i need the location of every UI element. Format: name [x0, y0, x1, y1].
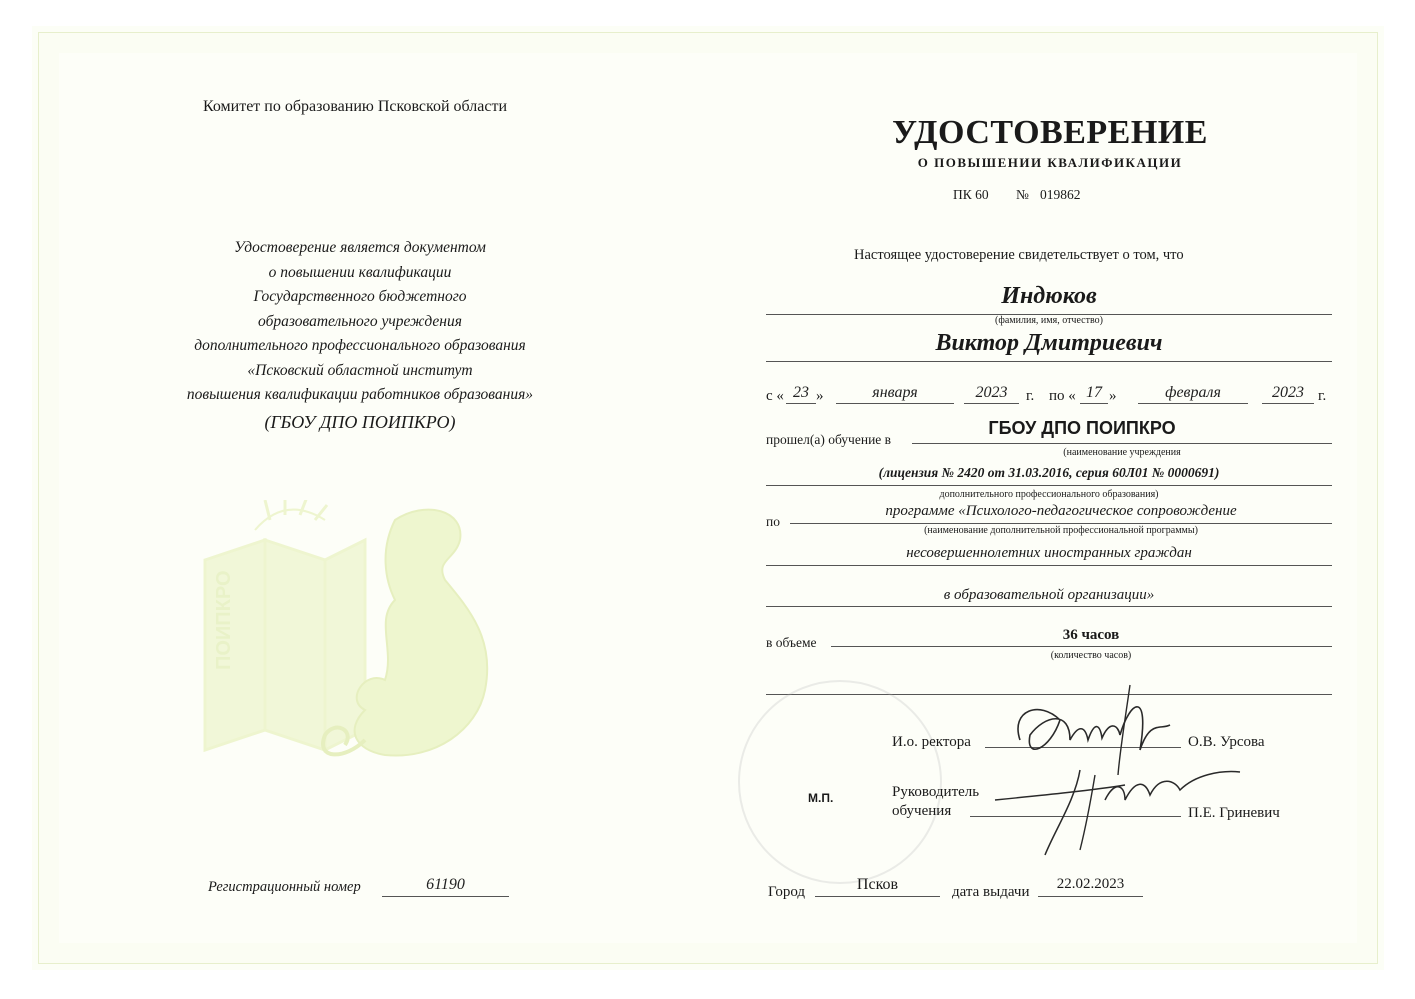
institute-watermark-logo: [195, 500, 545, 780]
certificate-number: 019862: [1040, 187, 1081, 202]
watermark-logo-text: ПОИПКРО: [213, 570, 235, 670]
certificate-subtitle: О ПОВЫШЕНИИ КВАЛИФИКАЦИИ: [917, 155, 1183, 170]
certificate-title: УДОСТОВЕРЕНИЕ: [892, 114, 1208, 151]
certifies-text: Настоящее удостоверение свидетельствует о том, что: [854, 247, 1184, 263]
issue-date-label: дата выдачи: [952, 884, 1030, 900]
institution-caption: (наименование учреждения: [1063, 447, 1181, 458]
from-month-underline: [836, 403, 954, 404]
volume-label: в объеме: [766, 635, 817, 650]
from-day: 23: [793, 384, 809, 401]
city-underline: [815, 896, 940, 897]
rector-name: О.В. Урсова: [1188, 734, 1265, 750]
rector-label: И.о. ректора: [892, 734, 971, 750]
given-name: Виктор Дмитриевич: [935, 330, 1163, 356]
program-line-3-underline: [766, 606, 1332, 607]
certificate-series: ПК 60: [953, 187, 989, 202]
desc-line: «Псковский областной институт: [247, 361, 473, 379]
to-day-quote: »: [1109, 388, 1117, 404]
institution-name: ГБОУ ДПО ПОИПКРО: [988, 418, 1176, 438]
hours-value: 36 часов: [1062, 627, 1120, 643]
desc-line: дополнительного профессионального образования: [194, 337, 526, 354]
institution-underline: [912, 443, 1332, 444]
city-value: Псков: [856, 876, 899, 893]
number-label: №: [1016, 187, 1029, 202]
surname: Индюков: [1001, 283, 1097, 309]
to-month: февраля: [1165, 384, 1221, 401]
program-line-1-underline: [790, 523, 1332, 524]
registration-number: 61190: [426, 876, 465, 893]
license-text: (лицензия № 2420 от 31.03.2016, серия 60Л01 № 0000691): [878, 465, 1220, 480]
issue-date-value: 22.02.2023: [1056, 876, 1125, 892]
to-day-underline: [1080, 403, 1108, 404]
to-year-suffix: г.: [1318, 388, 1327, 404]
from-prefix: с «: [766, 388, 784, 404]
desc-line: образовательного учреждения: [258, 312, 462, 330]
registration-label: Регистрационный номер: [208, 879, 361, 895]
program-line-2-underline: [766, 565, 1332, 566]
license-underline: [766, 485, 1332, 486]
to-day: 17: [1086, 384, 1102, 401]
registration-underline: [382, 896, 509, 897]
program-line-3: в образовательной организации»: [943, 587, 1155, 603]
program-label: по: [766, 514, 780, 529]
certificate-description: [120, 236, 600, 434]
desc-line: Удостоверение является документом: [234, 239, 486, 256]
issue-date-underline: [1038, 896, 1143, 897]
committee-heading: Комитет по образованию Псковской области: [202, 98, 508, 115]
license-caption: дополнительного профессионального образования): [939, 489, 1159, 500]
from-day-quote: »: [816, 388, 824, 404]
mp-mark: М.П.: [808, 791, 834, 805]
head-name: П.Е. Гриневич: [1188, 805, 1280, 821]
from-year-suffix: г.: [1026, 388, 1035, 404]
to-month-underline: [1138, 403, 1248, 404]
head-label-line-1: Руководитель: [892, 784, 980, 800]
city-label: Город: [768, 884, 806, 900]
to-prefix: по «: [1049, 388, 1076, 404]
head-signature: [985, 760, 1255, 860]
from-day-underline: [786, 403, 816, 404]
name-underline: [766, 361, 1332, 362]
desc-line: Государственного бюджетного: [253, 288, 467, 305]
fio-caption: (фамилия, имя, отчество): [995, 315, 1103, 326]
to-year-underline: [1262, 403, 1314, 404]
program-line-2: несовершеннолетних иностранных граждан: [906, 545, 1192, 561]
from-year-underline: [964, 403, 1019, 404]
stamp: [738, 680, 942, 884]
desc-line: повышения квалификации работников образования»: [186, 386, 534, 403]
from-month: января: [872, 384, 918, 401]
program-line-1: программе «Психолого-педагогическое сопровождение: [885, 503, 1237, 519]
volume-underline: [831, 646, 1332, 647]
to-year: 2023: [1272, 384, 1304, 401]
program-caption: (наименование дополнительной профессиональной программы): [924, 525, 1198, 536]
desc-line: (ГБОУ ДПО ПОИПКРО): [264, 411, 456, 432]
hours-caption: (количество часов): [1050, 650, 1132, 661]
desc-line: о повышении квалификации: [268, 263, 452, 281]
head-label-line-2: обучения: [892, 803, 952, 819]
from-year: 2023: [975, 384, 1008, 401]
trained-label: прошел(а) обучение в: [766, 432, 892, 447]
